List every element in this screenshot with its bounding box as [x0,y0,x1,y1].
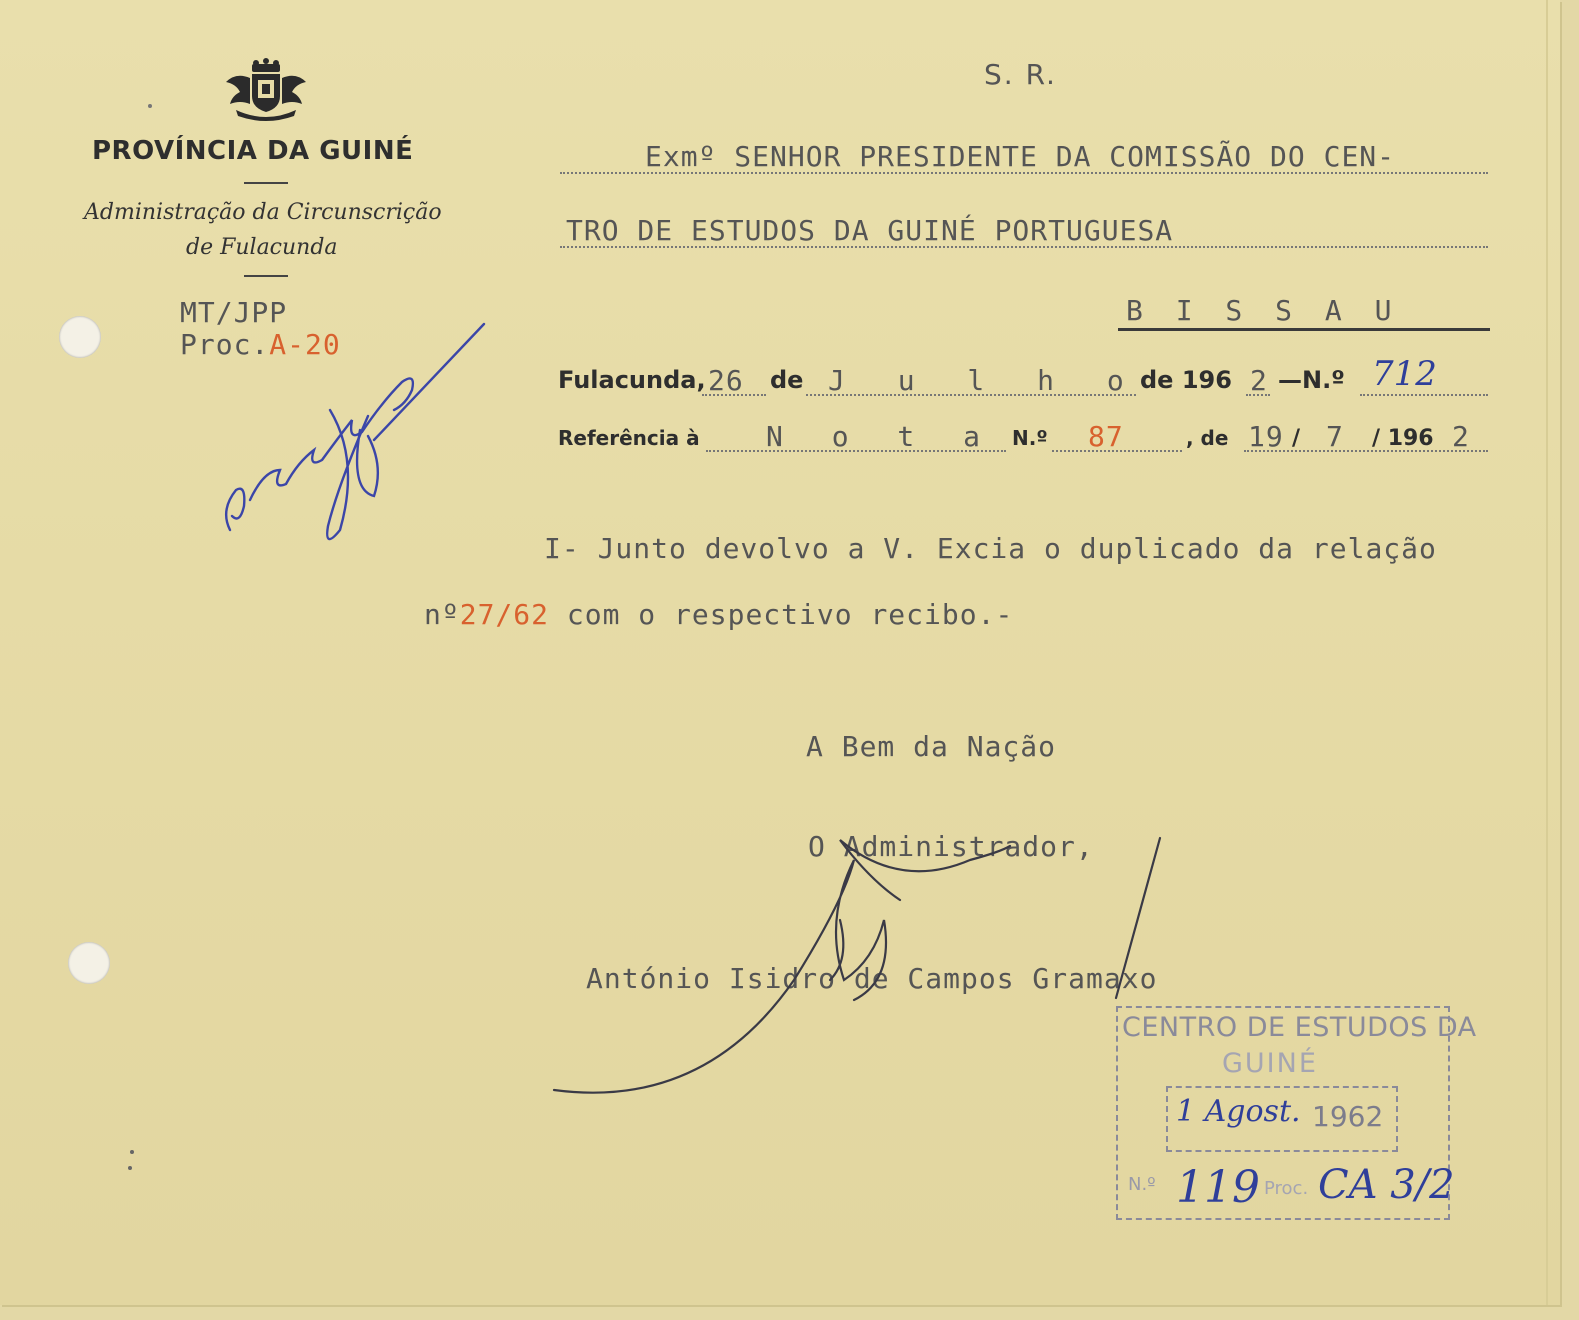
stamp-process-label: Proc. [1264,1178,1309,1199]
stamp-line-2: GUINÉ [1222,1048,1318,1079]
divider [244,182,288,184]
date-year-digit: 2 [1250,364,1268,397]
reference-doc-type: N o t a [766,420,997,453]
stamp-number-value: 119 [1176,1162,1260,1213]
punch-hole [59,316,101,358]
place-label: Fulacunda, [558,366,706,394]
reference-month: 7 [1326,420,1344,453]
paper-mark [130,1150,134,1154]
date-day: 26 [708,364,744,397]
dotted-line [1244,450,1488,452]
body-line-2-text: com o respectivo recibo.- [566,598,1014,631]
body-line-2 [424,598,1013,631]
reference-code: MT/JPP [180,296,288,329]
dotted-line [1246,394,1270,396]
reference-number-label: N.º [1012,426,1048,450]
dotted-line [702,394,766,396]
handwritten-annotation [210,290,510,550]
dotted-line [1052,450,1182,452]
date-de: de [770,366,804,394]
addressee-city: B I S S A U [1126,294,1400,327]
salutation-sr: S. R. [984,58,1057,91]
stamp-number-label: N.º [1128,1174,1156,1195]
relation-number: 27/62 [459,598,550,631]
coat-of-arms-icon [222,58,310,124]
process-number: A-20 [269,328,341,361]
dotted-line [560,246,1488,248]
number-label: —N.º [1278,366,1345,394]
addressee-line-1: Exmº SENHOR PRESIDENTE DA COMISSÃO DO CEN- [645,140,1396,173]
page-edge [1546,0,1548,1305]
stamp-date-written: 1 Agost. [1176,1094,1301,1129]
dotted-line [560,172,1488,174]
relation-prefix: nº [424,598,460,631]
dotted-line [706,450,1006,452]
handwritten-signature [540,800,1180,1110]
process-prefix: Proc. [180,328,270,361]
reference-sep-1: / [1292,426,1301,451]
body-line-1: I- Junto devolvo a V. Excia o duplicado da relação [544,532,1437,565]
paper-mark [128,1166,132,1170]
document-number: 712 [1372,354,1437,394]
city-underline [1118,328,1490,331]
reference-day: 19 [1248,420,1284,453]
stamp-process-value: CA 3/2 [1318,1162,1455,1208]
admin-line-1: Administração da Circunscrição [84,200,442,225]
reference-number: 87 [1088,420,1124,453]
reference-sep-2: / 196 [1372,426,1434,451]
date-month: J u l h o [828,364,1142,397]
reference-year-digit: 2 [1452,420,1470,453]
dotted-line [1360,394,1488,396]
reference-date-label: , de [1186,426,1229,450]
addressee-line-2: TRO DE ESTUDOS DA GUINÉ PORTUGUESA [566,214,1174,247]
stamp-date-year: 1962 [1312,1100,1384,1133]
stamp-line-1: CENTRO DE ESTUDOS DA [1122,1012,1477,1043]
divider [244,275,288,277]
signatory-name: António Isidro de Campos Gramaxo [586,962,1158,995]
dotted-line [806,394,1136,396]
closing-salutation: A Bem da Nação [806,730,1057,763]
reference-label: Referência à [558,426,700,450]
signatory-role: O Administrador, [808,830,1094,863]
punch-hole [68,942,110,984]
date-year-label: de 196 [1140,366,1232,394]
admin-line-2: de Fulacunda [186,235,338,260]
paper-mark [148,104,152,108]
province-title: PROVÍNCIA DA GUINÉ [92,136,414,166]
